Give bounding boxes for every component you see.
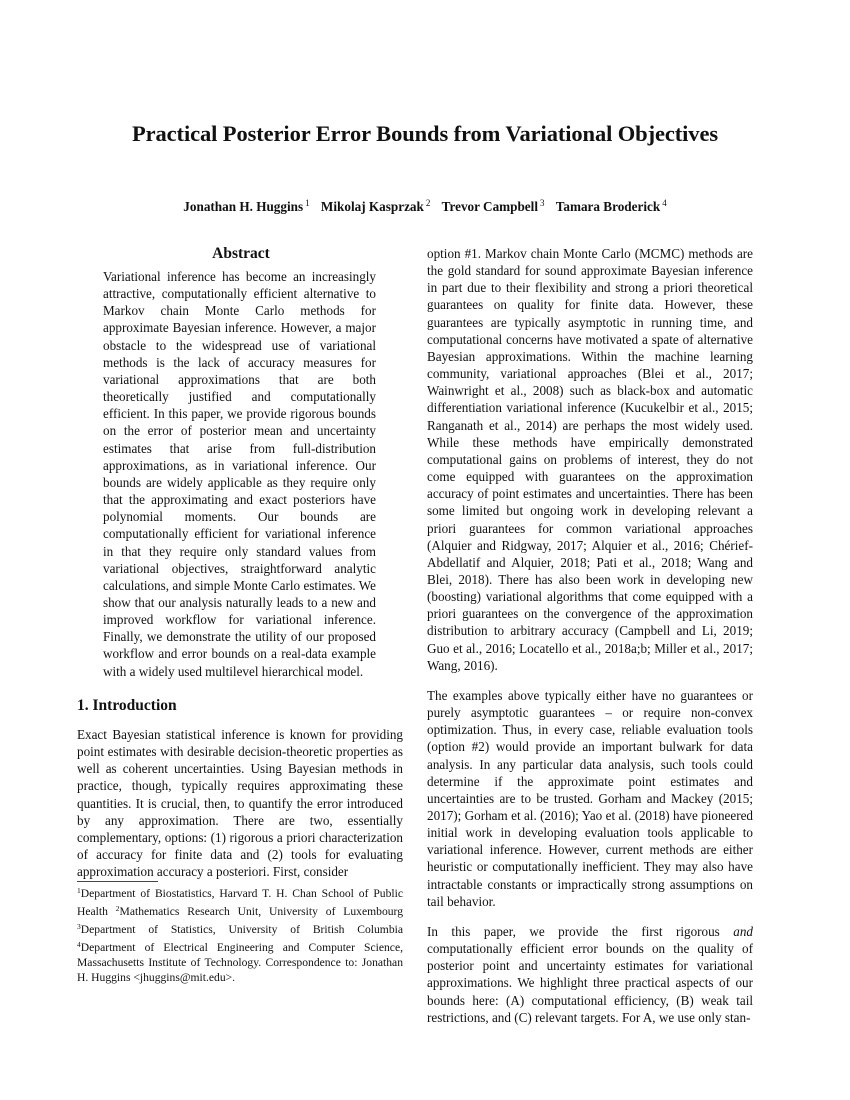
author: Mikolaj Kasprzak $^2$	[320, 198, 431, 214]
author: Jonathan H. Huggins $^1$	[183, 198, 310, 214]
arxiv-stamp	[2, 265, 54, 805]
introduction-body	[77, 726, 403, 880]
paragraph: The examples above typically either have no guarantees or purely asymptotic guarantees – or require non-convex optimization. Thus, in every case, reliable evaluation tools (option #2) would provide an important bulwark for data analysis. In any particular data analysis, such tools could determine if the approximate point estimates and uncertainties are to be trusted. Gorham and Mackey (2015; 2017); Gorham et al. (2016); Yao et al. (2018) have pioneered initial work in developing evaluation tools applicable to variational inference. However, current methods are either heuristic or computationally inefficient. They may also have intractable constants or impractically strong assumptions on tail behavior.	[427, 687, 753, 909]
introduction-heading: 1. Introduction	[77, 697, 177, 714]
author: Trevor Campbell $^3$	[441, 198, 545, 214]
paragraph: In this paper, we provide the first rigorous and computationally efficient error bounds on the quality of posterior point and uncertainty estimates for variational approximations. We highlight three practical aspects of our bounds here: (A) computational efficiency, (B) weak tail restrictions, and (C) relevant targets. For A, we use only stan-	[427, 923, 753, 1025]
paper-title: Practical Posterior Error Bounds from Variational Objectives	[131, 121, 718, 146]
footnote-rule	[77, 881, 158, 882]
abstract-heading: Abstract	[212, 245, 270, 262]
introduction-text: Exact Bayesian statistical inference is known for providing point estimates with desirable decision-theoretic properties as well as coherent uncertainties. Using Bayesian methods in practice, though, typically requires approximating these quantities. It is crucial, then, to quantify the error introduced by any approximation. There are two, essentially complementary, options: (1) rigorous a priori characterization of accuracy for finite data and (2) tools for evaluating approximation accuracy a posteriori. First, consider	[77, 727, 403, 880]
author: Tamara Broderick $^4$	[555, 198, 667, 214]
paragraph: option #1. Markov chain Monte Carlo (MCMC) methods are the gold standard for sound approximate Bayesian inference in part due to their flexibility and strong a priori theoretical guarantees on quality for finite data. However, these guarantees are typically asymptotic in running time, and computational concerns have motivated a spate of alternative Bayesian approximations. Within the machine learning community, variational approaches (Blei et al., 2017; Wainwright et al., 2008) such as black-box and automatic differentiation variational inference (Kucukelbir et al., 2015; Ranganath et al., 2014) are perhaps the most widely used. While these methods have empirically demonstrated computational gains on problems of interest, they do not come equipped with guarantees on the approximation accuracy of point estimates and uncertainties. There has been some limited but ongoing work in developing relevant a priori guarantees for common variational approaches (Alquier and Ridgway, 2017; Alquier et al., 2016; Chérief-Abdellatif and Alquier, 2018; Pati et al., 2018; Wang and Blei, 2018). There has also been work in developing new (boosting) variational algorithms that come equipped with a priori guarantees on the convergence of the approximation distribution to arbitrary accuracy (Campbell and Li, 2019; Guo et al., 2016; Locatello et al., 2018a;b; Miller et al., 2017; Wang, 2016).	[427, 246, 753, 673]
right-column	[427, 245, 753, 1039]
author-list	[0, 198, 850, 215]
affiliations-footnote: $^1$Department of Biostatistics, Harvard T. H. Chan School of Public Health $^2$Mathematics Research Unit, University of Luxembourg $^3$Department of Statistics, University of British Columbia $^4$Department of Electrical Engineering and Computer Science, Massachusetts Institute of Technology. Correspondence to: Jonathan H. Huggins <jhuggins@mit.edu>.	[77, 886, 403, 984]
abstract-body	[103, 268, 376, 680]
abstract-text: Variational inference has become an increasingly attractive, computationally efficient alternative to Markov chain Monte Carlo methods for approximate Bayesian inference. However, a major obstacle to the widespread use of variational methods is the lack of accuracy measures for variational approximations that are both theoretically justified and computationally efficient. In this paper, we provide rigorous bounds on the error of posterior mean and uncertainty estimates that arise from full-distribution approximations, as in variational inference. Our bounds are widely applicable as they require only that the approximating and exact posteriors have polynomial moments. Our bounds are computationally efficient for variational inference in that they require only standard values from variational objectives, straightforward analytic calculations, and simple Monte Carlo estimates. We show that our analysis naturally leads to a new and improved workflow for variational inference. Finally, we demonstrate the utility of our proposed workflow and error bounds on a real-data example with a widely used multilevel hierarchical model.	[103, 269, 376, 679]
